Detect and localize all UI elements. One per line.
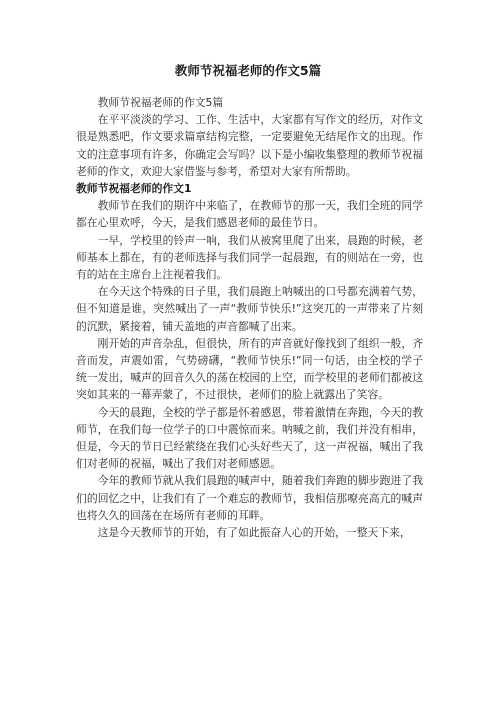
paragraph: 这是今天教师节的开始，有了如此振奋人心的开始，一整天下来， [97, 526, 411, 540]
paragraph: 一早，学校里的铃声一响，我们从被窝里爬了出来，晨跑的时候，老师基本上都在，有的老师选择与我们同学一起晨跑，有的则站在一旁，也有的站在主席台上注视着我们。 [76, 233, 423, 282]
paragraph: 刚开始的声音杂乱，但很快，所有的声音就好像找到了组织一般，齐音而发，声震如雷，气势磅礴，“教师节快乐!”同一句话，由全校的学子统一发出，喊声的回音久久的荡在校园的上空，而学校里的老师们都被这突如其来的一幕弄蒙了，不过很快，老师们的脸上就露出了笑容。 [76, 336, 423, 402]
paragraph: 在今天这个特殊的日子里，我们晨跑上呐喊出的口号都充满着气势，但不知道是谁，突然喊出了一声“教师节快乐!”这突兀的一声带来了片刻的沉默，紧接着，铺天盖地的声音都喊了出来。 [76, 285, 423, 333]
document-body [76, 94, 423, 541]
paragraph: 今天的晨跑，全校的学子都是怀着感恩，带着激情在奔跑，今天的教师节，在我们每一位学子的口中震惊而来。呐喊之前，我们并没有相串，但是，今天的节日已经萦绕在我们心头好些天了，这一声祝福，喊出了我们对老师的祝福，喊出了我们对老师感恩。 [76, 405, 423, 471]
paragraph: 今年的教师节就从我们晨跑的喊声中，随着我们奔跑的脚步跑进了我们的回忆之中，让我们有了一个难忘的教师节，我相信那嘹亮高亢的喊声也将久久的回荡在在场所有老师的耳畔。 [76, 474, 423, 522]
document-subtitle: 教师节祝福老师的作文5篇 [97, 96, 224, 109]
intro-paragraph: 在平平淡淡的学习、工作、生活中，大家都有写作文的经历，对作文很是熟悉吧，作文要求篇章结构完整，一定要避免无结尾作文的出现。作文的注意事项有许多，你确定会写吗？以下是小编收集整理的教师节祝福老师的作文，欢迎大家借鉴与参考，希望对大家有所帮助。 [76, 113, 423, 178]
document-title: 教师节祝福老师的作文5篇 [174, 63, 322, 78]
paragraph: 教师节在我们的期许中来临了，在教师节的那一天，我们全班的同学都在心里欢呼，今天，是我们感恩老师的最佳节日。 [76, 199, 423, 230]
section-heading: 教师节祝福老师的作文1 [76, 182, 192, 196]
